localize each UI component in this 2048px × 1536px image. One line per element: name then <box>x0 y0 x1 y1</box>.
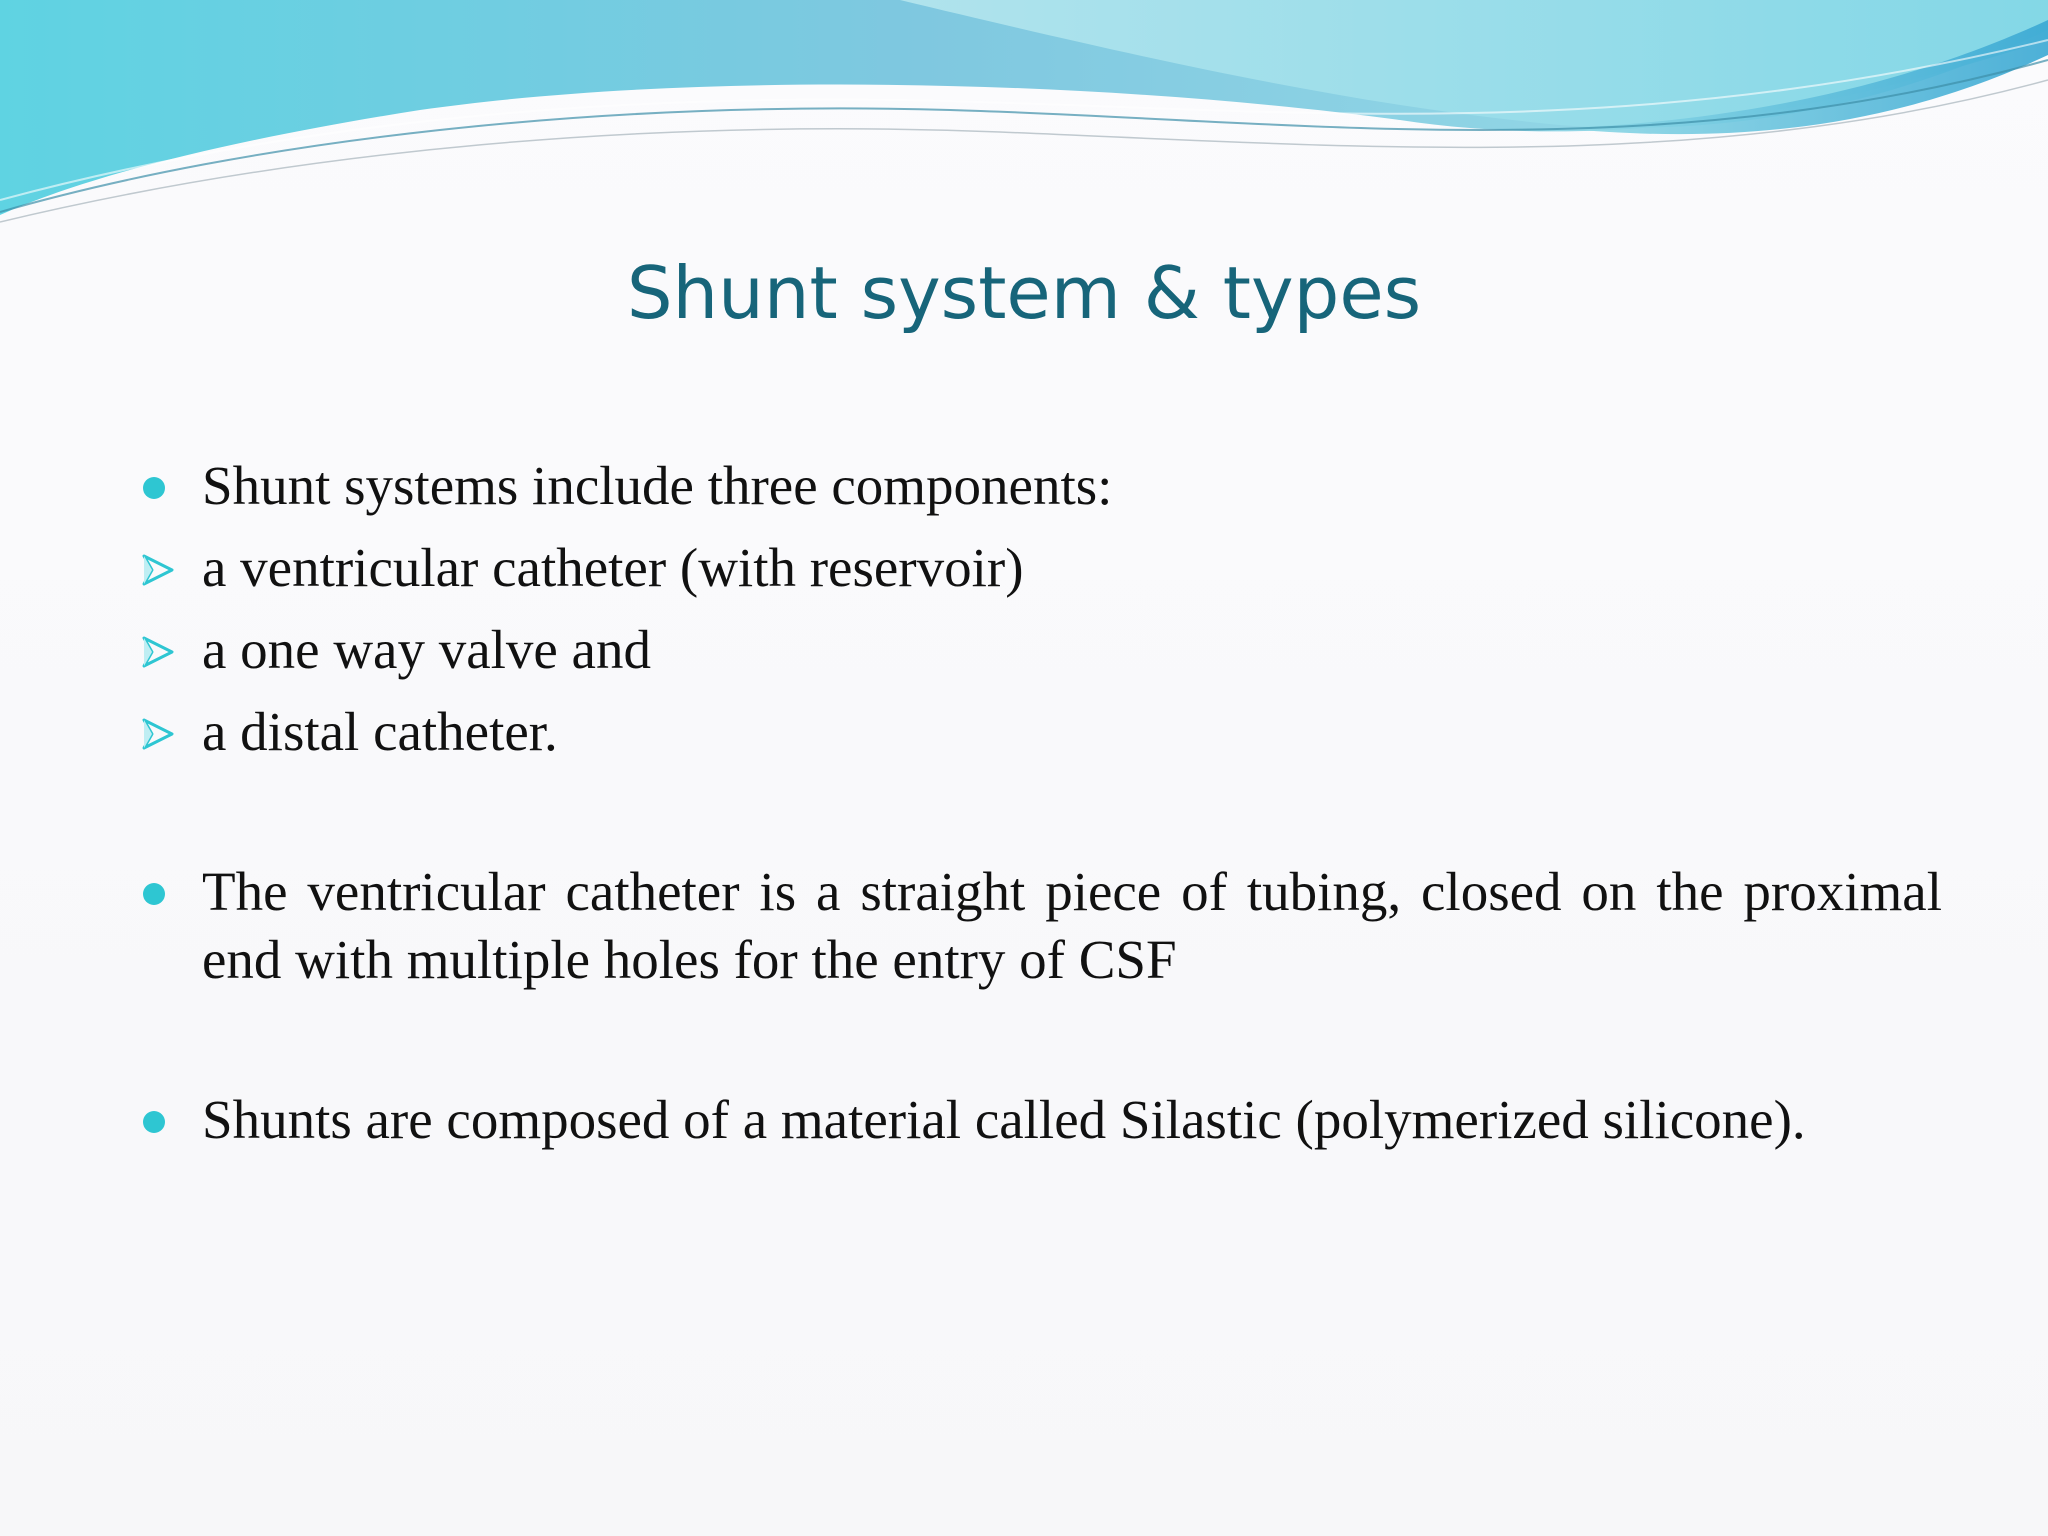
slide-title: Shunt system & types <box>626 251 1422 335</box>
filled-circle-bullet-icon <box>143 883 165 905</box>
list-item <box>140 698 1942 766</box>
list-item <box>140 534 1942 602</box>
bullet-text: a distal catheter. <box>202 701 558 762</box>
list-item <box>140 452 1942 520</box>
bullet-text: The ventricular catheter is a straight piece of tubing, closed on the proximal end with multiple holes for the entry of CSF <box>202 861 1942 990</box>
chevron-arrow-bullet-icon <box>140 552 176 588</box>
bullet-list <box>140 452 1942 1154</box>
bullet-text: a one way valve and <box>202 619 651 680</box>
chevron-arrow-bullet-icon <box>140 634 176 670</box>
filled-circle-bullet-icon <box>143 477 165 499</box>
list-item <box>140 1086 1942 1154</box>
header-wave-decoration <box>0 0 2048 260</box>
bullet-text: a ventricular catheter (with reservoir) <box>202 537 1024 598</box>
list-item <box>140 616 1942 684</box>
bullet-text: Shunt systems include three components: <box>202 455 1113 516</box>
filled-circle-bullet-icon <box>143 1111 165 1133</box>
chevron-arrow-bullet-icon <box>140 716 176 752</box>
list-item <box>140 858 1942 994</box>
bullet-text: Shunts are composed of a material called Silastic (polymerized silicone). <box>202 1089 1806 1150</box>
